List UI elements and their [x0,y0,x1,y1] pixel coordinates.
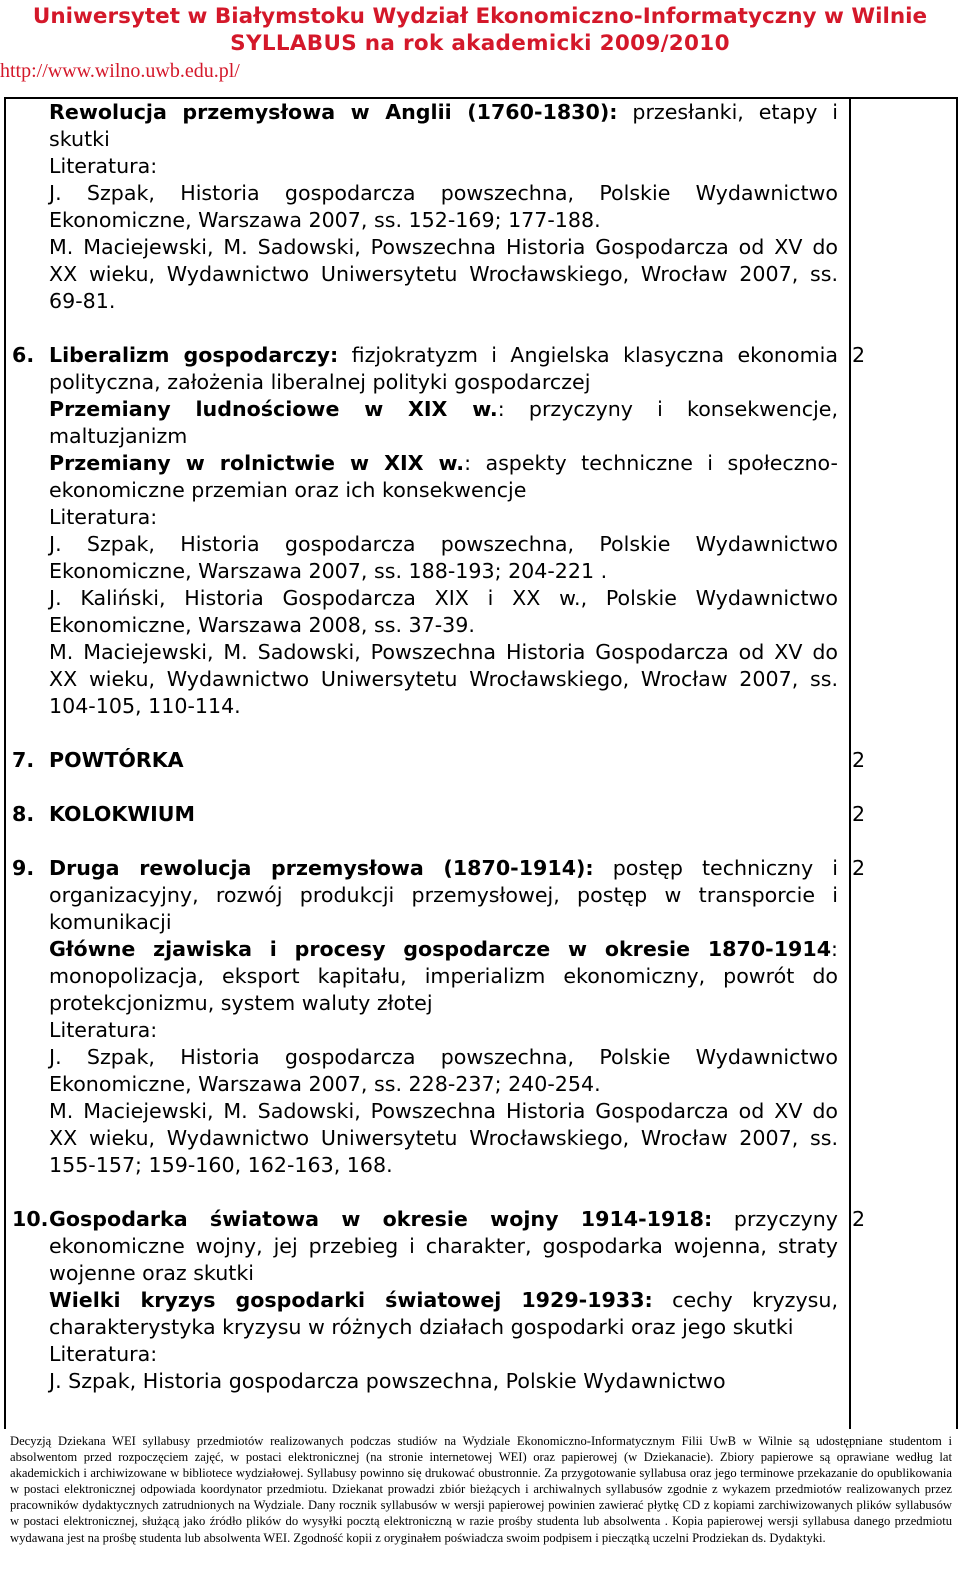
topic-hours: 2 [852,748,866,772]
topic-text: : aspekty techniczne i społeczno-ekonomiczne przemian oraz ich konsekwencje [49,451,838,502]
topic-text: fizjokratyzm i Angielska klasyczna ekonomia polityczna, założenia liberalnej polityki gospodarczej [49,343,838,394]
topic-number: 7. [12,748,35,772]
topic-number: 8. [12,802,35,826]
topic-heading: Wielki kryzys gospodarki światowej 1929-1933: [49,1288,653,1312]
topic-hours: 2 [852,802,866,826]
topic-paragraph [49,639,838,720]
topic-number: 10. [12,1207,49,1231]
topic-heading: Liberalizm gospodarczy: [49,343,339,367]
topic-text: J. Szpak, Historia gospodarcza powszechna, Polskie Wydawnictwo Ekonomiczne, Warszawa 2007, ss. 188-193; 204-221 . [49,532,838,583]
topic-text: M. Maciejewski, M. Sadowski, Powszechna Historia Gospodarcza od XV do XX wieku, Wydawnictwo Uniwersytetu Wrocławskiego, Wrocław 2007, ss. 155-157; 159-160, 162-163, 168. [49,1099,838,1177]
topic-text: Literatura: [49,1018,158,1042]
topic-paragraph [49,450,838,504]
topic-text: M. Maciejewski, M. Sadowski, Powszechna Historia Gospodarcza od XV do XX wieku, Wydawnictwo Uniwersytetu Wrocławskiego, Wrocław 2007, ss. 104-105, 110-114. [49,640,838,718]
topic-item [12,855,866,1179]
topic-paragraph [49,1341,838,1368]
topic-paragraph [49,1368,838,1395]
topic-text: M. Maciejewski, M. Sadowski, Powszechna Historia Gospodarcza od XV do XX wieku, Wydawnictwo Uniwersytetu Wrocławskiego, Wrocław 2007, ss. 69-81. [49,235,838,313]
topic-text: przesłanki, etapy i skutki [49,100,839,151]
topic-paragraph [49,396,838,450]
topic-number: 9. [12,856,35,880]
topic-text: : monopolizacja, eksport kapitału, imperializm ekonomiczny, powrót do protekcjonizmu, system waluty złotej [49,937,838,1015]
topic-heading: Przemiany ludnościowe w XIX w. [49,397,498,421]
footer-note: Decyzją Dziekana WEI syllabusy przedmiotów realizowanych podczas studiów na Wydziale Ekonomiczno-Informatycznym Filii UwB w Wilnie są udostępniane studentom i absolwentom przed rozpoczęciem zajęć, w postaci elektronicznej (na stronie internetowej WEI) oraz papierowej (w Dziekanacie). Zbiory papierowe są oprawiane według lat akademickich i archiwizowane w bibliotece wydziałowej. Syllabusy powinno się drukować obustronnie. Za przygotowanie syllabusa oraz jego terminowe przekazanie do opublikowania w postaci elektronicznej odpowiada koordynator przedmiotu. Dziekanat prowadzi zbiór bieżących i archiwalnych syllabusów zgodnie z wykazem przedmiotów realizowanych przez pracowników dydaktycznych zatrudnionych na Wydziale. Dany rocznik syllabusów w wersji papierowej powinien zawierać płytkę CD z kopiami zarchiwizowanych plików syllabusów w postaci elektronicznej, służącą jako źródło plików do wysyłki pocztą elektroniczną w razie prośby studenta lub absolwenta . Kopia papierowej wersji syllabusa danego przedmiotu wydawana jest na prośbę studenta lub absolwenta WEI. Zgodność kopii z oryginałem poświadcza swoim podpisem i pieczątką uczelni Prodziekan ds. Dydaktyki. [10,1434,952,1545]
topic-item [12,342,866,720]
syllabus-title: SYLLABUS na rok akademicki 2009/2010 [230,31,730,56]
topic-number: 6. [12,343,35,367]
topic-item [12,99,838,315]
topic-paragraph [49,99,838,153]
website-url[interactable]: http://www.wilno.uwb.edu.pl/ [0,60,240,82]
topic-text: Literatura: [49,505,158,529]
topic-text: J. Szpak, Historia gospodarcza powszechna, Polskie Wydawnictwo Ekonomiczne, Warszawa 2007, ss. 228-237; 240-254. [49,1045,838,1096]
topic-paragraph [49,936,838,1017]
university-header: Uniwersytet w Białymstoku Wydział Ekonomiczno-Informatyczny w Wilnie [32,4,928,29]
topic-paragraph [49,801,838,828]
topic-paragraph [49,180,838,234]
syllabus-topics [12,99,866,1395]
topic-text: : przyczyny i konsekwencje, maltuzjanizm [49,397,839,448]
topic-paragraph [49,1017,838,1044]
topic-heading: Druga rewolucja przemysłowa (1870-1914): [49,856,594,880]
topic-text: J. Kaliński, Historia Gospodarcza XIX i XX w., Polskie Wydawnictwo Ekonomiczne, Warszawa 2008, ss. 37-39. [49,586,838,637]
topic-heading: POWTÓRKA [49,748,184,772]
topic-paragraph [49,1098,838,1179]
topic-text: przyczyny ekonomiczne wojny, jej przebieg i charakter, gospodarka wojenna, straty wojenne oraz skutki [49,1207,838,1285]
topic-paragraph [49,342,838,396]
topic-text: Literatura: [49,154,158,178]
topic-heading: Gospodarka światowa w okresie wojny 1914-1918: [49,1207,713,1231]
topic-item [12,747,866,774]
topic-hours: 2 [852,343,866,367]
topic-paragraph [49,1044,838,1098]
topic-text: Literatura: [49,1342,158,1366]
topic-item [12,801,866,828]
topic-hours: 2 [852,1207,866,1231]
topic-paragraph [49,747,838,774]
topic-paragraph [49,585,838,639]
topic-text: J. Szpak, Historia gospodarcza powszechna, Polskie Wydawnictwo Ekonomiczne, Warszawa 2007, ss. 152-169; 177-188. [49,181,838,232]
topic-paragraph [49,153,838,180]
topic-paragraph [49,234,838,315]
topic-hours: 2 [852,856,866,880]
topic-paragraph [49,1206,838,1287]
topic-heading: Rewolucja przemysłowa w Anglii (1760-1830): [49,100,618,124]
topic-paragraph [49,504,838,531]
hours-column-divider [849,99,851,1429]
topic-paragraph [49,855,838,936]
topic-paragraph [49,531,838,585]
topic-heading: Główne zjawiska i procesy gospodarcze w okresie 1870-1914 [49,937,832,961]
topic-text: J. Szpak, Historia gospodarcza powszechna, Polskie Wydawnictwo [49,1369,726,1393]
topic-text: cechy kryzysu, charakterystyka kryzysu w różnych działach gospodarki oraz jego skutki [49,1288,838,1339]
topic-heading: Przemiany w rolnictwie w XIX w. [49,451,465,475]
topic-item [12,1206,866,1395]
topic-heading: KOLOKWIUM [49,802,195,826]
topic-paragraph [49,1287,838,1341]
topic-text: postęp techniczny i organizacyjny, rozwój produkcji przemysłowej, postęp w transporcie i komunikacji [49,856,838,934]
